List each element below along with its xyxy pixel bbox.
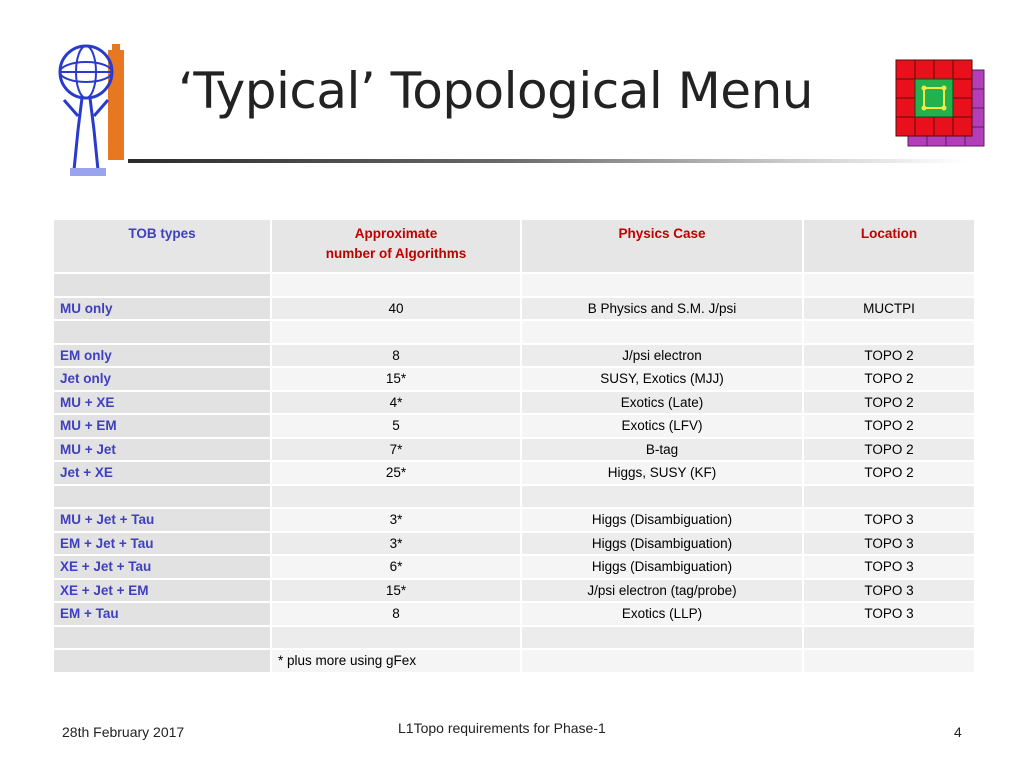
footnote-row <box>54 650 974 672</box>
footer-date: 28th February 2017 <box>62 724 185 740</box>
footer-title: L1Topo requirements for Phase-1 <box>398 720 606 736</box>
algos-cell: 3* <box>272 533 520 555</box>
table-row <box>54 439 974 461</box>
tob-cell: Jet + XE <box>54 462 270 484</box>
header-approx-algorithms <box>272 220 520 272</box>
tob-cell: EM only <box>54 345 270 367</box>
algos-cell <box>272 627 520 649</box>
tob-cell: EM + Tau <box>54 603 270 625</box>
location-cell: TOPO 2 <box>804 392 974 414</box>
algos-cell: 8 <box>272 603 520 625</box>
location-cell <box>804 627 974 649</box>
slide-title: ‘Typical’ Topological Menu <box>178 62 813 120</box>
location-cell <box>804 274 974 296</box>
location-cell: TOPO 2 <box>804 439 974 461</box>
tob-cell: MU + EM <box>54 415 270 437</box>
algos-cell: 3* <box>272 509 520 531</box>
location-cell: TOPO 3 <box>804 556 974 578</box>
algos-cell: 4* <box>272 392 520 414</box>
tob-cell: Jet only <box>54 368 270 390</box>
table-row <box>54 368 974 390</box>
table-row <box>54 509 974 531</box>
physics-cell <box>522 627 802 649</box>
physics-cell: Exotics (LFV) <box>522 415 802 437</box>
tob-cell <box>54 274 270 296</box>
algos-cell <box>272 486 520 508</box>
algos-cell: 15* <box>272 368 520 390</box>
topological-menu-table <box>52 218 976 674</box>
tob-cell <box>54 627 270 649</box>
algos-cell: 25* <box>272 462 520 484</box>
algos-cell <box>272 274 520 296</box>
table-row <box>54 603 974 625</box>
tob-cell <box>54 486 270 508</box>
location-cell: TOPO 2 <box>804 462 974 484</box>
algos-cell: 15* <box>272 580 520 602</box>
table-row <box>54 462 974 484</box>
location-cell: TOPO 3 <box>804 509 974 531</box>
algos-cell <box>272 321 520 343</box>
atlas-logo <box>52 40 132 180</box>
l1topo-grid-logo <box>894 58 986 150</box>
physics-cell: Exotics (Late) <box>522 392 802 414</box>
header-approx-line2: number of Algorithms <box>325 246 467 261</box>
location-cell <box>804 650 974 672</box>
location-cell <box>804 321 974 343</box>
table-row <box>54 298 974 320</box>
physics-cell: Higgs (Disambiguation) <box>522 509 802 531</box>
location-cell: TOPO 3 <box>804 603 974 625</box>
header-tob-types: TOB types <box>54 220 270 272</box>
physics-cell: Exotics (LLP) <box>522 603 802 625</box>
table-row <box>54 274 974 296</box>
location-cell: TOPO 3 <box>804 580 974 602</box>
table-row <box>54 415 974 437</box>
table-header-row <box>54 220 974 272</box>
table-row <box>54 533 974 555</box>
location-cell: TOPO 2 <box>804 345 974 367</box>
table-row <box>54 556 974 578</box>
physics-cell: Higgs, SUSY (KF) <box>522 462 802 484</box>
physics-cell: J/psi electron <box>522 345 802 367</box>
table-row <box>54 486 974 508</box>
tob-cell: MU + XE <box>54 392 270 414</box>
algos-cell: 6* <box>272 556 520 578</box>
physics-cell <box>522 274 802 296</box>
physics-cell <box>522 321 802 343</box>
physics-cell: J/psi electron (tag/probe) <box>522 580 802 602</box>
tob-cell <box>54 650 270 672</box>
table-row <box>54 345 974 367</box>
location-cell: TOPO 2 <box>804 415 974 437</box>
footnote-text: * plus more using gFex <box>272 650 520 672</box>
header-location: Location <box>804 220 974 272</box>
physics-cell: B Physics and S.M. J/psi <box>522 298 802 320</box>
physics-cell <box>522 486 802 508</box>
location-cell: TOPO 2 <box>804 368 974 390</box>
physics-cell: Higgs (Disambiguation) <box>522 556 802 578</box>
table-row <box>54 627 974 649</box>
physics-cell: Higgs (Disambiguation) <box>522 533 802 555</box>
table-row <box>54 321 974 343</box>
tob-cell: MU + Jet <box>54 439 270 461</box>
header-approx-line1: Approximate <box>354 226 438 241</box>
page-number: 4 <box>954 724 962 740</box>
physics-cell: B-tag <box>522 439 802 461</box>
physics-cell: SUSY, Exotics (MJJ) <box>522 368 802 390</box>
table-row <box>54 392 974 414</box>
physics-cell <box>522 650 802 672</box>
algos-cell: 40 <box>272 298 520 320</box>
tob-cell <box>54 321 270 343</box>
location-cell: MUCTPI <box>804 298 974 320</box>
location-cell <box>804 486 974 508</box>
table-row <box>54 580 974 602</box>
algos-cell: 7* <box>272 439 520 461</box>
tob-cell: MU + Jet + Tau <box>54 509 270 531</box>
tob-cell: XE + Jet + Tau <box>54 556 270 578</box>
algos-cell: 5 <box>272 415 520 437</box>
location-cell: TOPO 3 <box>804 533 974 555</box>
tob-cell: EM + Jet + Tau <box>54 533 270 555</box>
title-underline <box>128 159 968 163</box>
tob-cell: MU only <box>54 298 270 320</box>
algos-cell: 8 <box>272 345 520 367</box>
tob-cell: XE + Jet + EM <box>54 580 270 602</box>
header-physics-case: Physics Case <box>522 220 802 272</box>
